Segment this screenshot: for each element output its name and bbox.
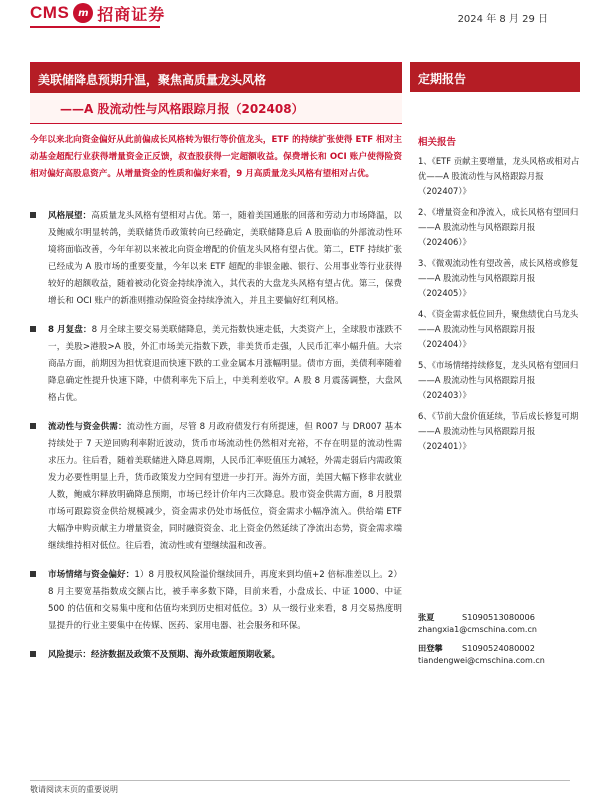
bullet-square-icon	[30, 212, 36, 218]
related-reports	[418, 134, 580, 460]
bullet-square-icon	[30, 423, 36, 429]
bullet-square-icon	[30, 571, 36, 577]
company-logo	[30, 2, 165, 24]
bullet-liquidity	[30, 419, 402, 555]
logo-cn-text: 招商证券	[97, 4, 166, 24]
bullet-risk	[30, 647, 402, 664]
bullet-text: 1）8 月股权风险溢价继续回升，再度来到均值+2 倍标准差以上。2）8 月主要宽基指数成交额占比，被手率多数下降，目前来看，小盘成长、中证 1000、中证 500 的估值和交易集中度和估值均来到历史相对低位。3）从一级行业来看，8 月交易热度明显提升的行业主要集中在传媒、医药、家用电器、社会服务和环保。	[48, 570, 402, 631]
related-report-item[interactable]: 6、《节前大盘价值延续，节后成长修复可期——A 股流动性与风格跟踪月报（202401）》	[418, 411, 579, 451]
related-report-item[interactable]: 5、《市场情绪持续修复，龙头风格有望回归——A 股流动性与风格跟踪月报（202403）》	[418, 360, 579, 400]
analyst-line	[418, 642, 580, 654]
logo-badge-icon: m	[73, 3, 93, 23]
footer-note: 敬请阅读末页的重要说明	[30, 785, 118, 794]
bullet-august-review	[30, 322, 402, 407]
bullet-text: 经济数据及政策不及预期、海外政策超预期收紧。	[90, 650, 281, 660]
report-subtitle: ——A 股流动性与风格跟踪月报（202408）	[60, 102, 304, 116]
main-bullets	[30, 208, 402, 664]
bullet-text: 流动性方面，尽管 8 月政府债发行有所提速，但 R007 与 DR007 基本持续处于 7 天逆回购利率附近波动，货币市场流动性仍然相对充裕，不存在明显的流动性需求压力。往后看，随着美联储进入降息周期，人民币汇率贬值压力减轻，外需走弱后内需政策发力必要性明显上升，货币政策发力空间有望进一步打开。海外方面，美国大幅下修非农就业人数，鲍威尔释放明确降息预期，市场已经计价年内三次降息。股市资金供需方面，8 月股票市场可跟踪资金供给规模减少，资金需求仍处市场低位，资金需求小幅净流入。供给端 ETF 大幅净申购贡献主力增量资金，同时融资资金、北上资金仍然延续了净流出态势，资金需求端继续维持相对低位。往后看，流动性或有望继续温和改善。	[48, 422, 402, 551]
report-type-banner: 定期报告	[410, 62, 580, 92]
related-report-item[interactable]: 2、《增量资金和净流入，成长风格有望回归——A 股流动性与风格跟踪月报（202406）》	[418, 207, 579, 247]
bullet-heading: 市场情绪与资金偏好：	[48, 570, 135, 580]
page-header	[0, 0, 600, 40]
bullet-heading: 风险提示：	[48, 650, 91, 660]
report-title-box	[30, 62, 402, 124]
logo-cms-text: CMS	[30, 3, 70, 22]
analyst-email[interactable]: tiandengwei@cmschina.com.cn	[418, 656, 545, 665]
related-report-item[interactable]: 3、《微观流动性有望改善，成长风格或修复——A 股流动性与风格跟踪月报（202405）》	[418, 258, 579, 298]
related-reports-title: 相关报告	[418, 137, 457, 148]
analyst-cert: S1090524080002	[462, 643, 535, 653]
analyst-name: 田登攀	[418, 643, 443, 653]
analyst-name: 张夏	[418, 612, 435, 622]
bullet-square-icon	[30, 651, 36, 657]
footer-divider	[30, 780, 570, 781]
bullet-text: 高质量龙头风格有望相对占优。第一，随着美国通胀的回落和劳动力市场降温，以及鲍威尔明显转鸽，美联储货币政策转向已经确定，美联储降息后 A 股面临的外部流动性环境将面临改善，今年年初以来被北向资金增配的价值龙头风格有望占优。第二，ETF 持续扩张已经成为 A 股市场的重要变量，今年以来 ETF 超配的非银金融、银行、公用事业等行业获得较好的超额收益，随着被动化资金持续净流入，其代表的大盘龙头风格有望占优。第三，保费增长和 OCI 账户的新准则推动保险资金持续净流入，并且主要偏好红利风格。	[48, 211, 402, 306]
bullet-heading: 风格展望：	[48, 211, 92, 221]
bullet-sentiment	[30, 567, 402, 635]
related-report-item[interactable]: 1、《ETF 贡献主要增量，龙头风格或相对占优——A 股流动性与风格跟踪月报（202407）》	[418, 156, 580, 196]
logo-underline	[30, 26, 160, 28]
report-date: 2024 年 8 月 29 日	[457, 14, 548, 25]
related-report-item[interactable]: 4、《资金需求低位回升，聚焦绩优白马龙头——A 股流动性与风格跟踪月报（202404）》	[418, 309, 579, 349]
bullet-heading: 8 月复盘：	[48, 325, 92, 335]
analyst-entry	[418, 642, 580, 667]
bullet-heading: 流动性与资金供需：	[48, 422, 127, 432]
bullet-square-icon	[30, 326, 36, 332]
analyst-entry	[418, 611, 580, 636]
analyst-cert: S1090513080006	[462, 612, 535, 622]
analyst-info	[418, 611, 580, 673]
report-title: 美联储降息预期升温，聚焦高质量龙头风格	[30, 63, 402, 93]
analyst-email[interactable]: zhangxia1@cmschina.com.cn	[418, 625, 537, 634]
bullet-style-outlook	[30, 208, 402, 310]
summary-paragraph: 今年以来北向资金偏好从此前偏成长风格转为银行等价值龙头，ETF 的持续扩张使得 ETF 相对主动基金超配行业获得增量资金正反馈，叔查股获得一定超额收益。保费增长和 OCI 账户使得险资相对偏好高股息资产。从增量资金的性质和偏好来看，9 月高质量龙头风格有望相对占优。	[30, 135, 402, 179]
bullet-text: 8 月全球主要交易美联储降息，美元指数快速走低，大类资产上，全球股市涨跌不一，美股>港股>A 股，外汇市场美元指数下跌，非美货币走强，人民币汇率小幅升值。大宗商品方面，前期因为担忧衰退而快速下跌的工业金属本月涨幅明显。债市方面，美债利率随着降息确定性提升快速下降，中债利率先下后上，中美利差收窄。A 股 8 月震荡调整，大盘风格占优。	[48, 325, 402, 403]
analyst-line	[418, 611, 580, 623]
